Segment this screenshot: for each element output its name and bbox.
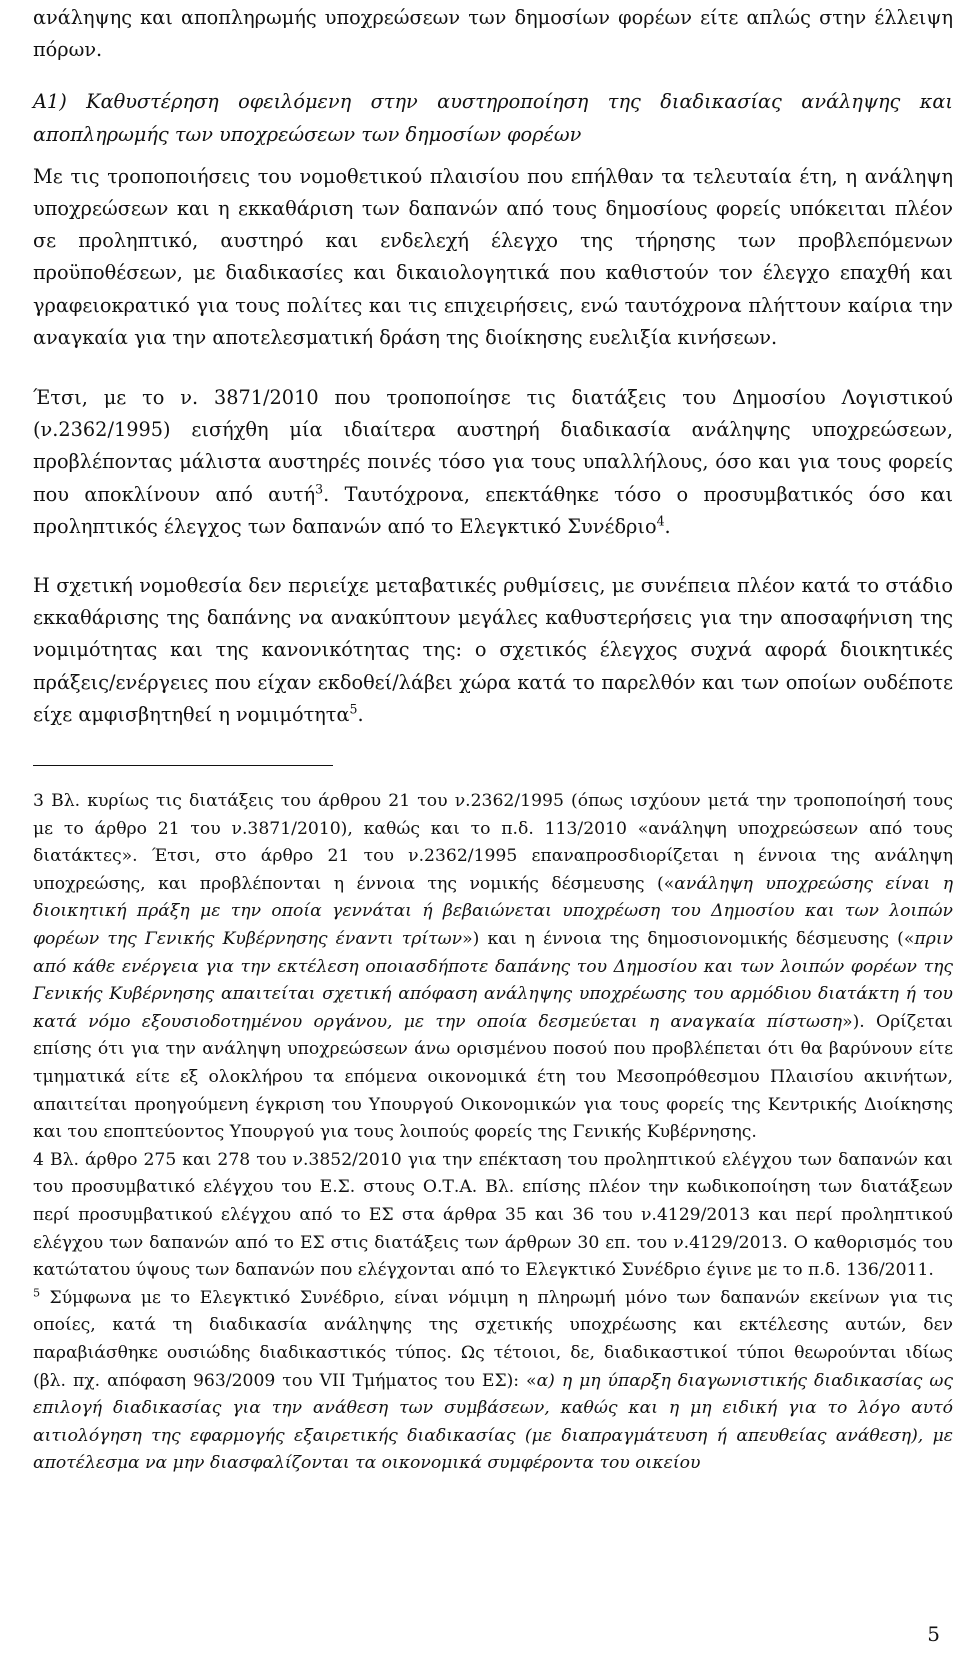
page-number: 5	[927, 1622, 940, 1646]
paragraph-2-text-b: . Ταυτόχρονα, επεκτάθηκε τόσο ο προσυμβατικός όσο και προληπτικός έλεγχος των δαπανών από το Ελεγκτικό Συνέδριο	[33, 482, 953, 538]
footnote-3-text-1: 3 Βλ. κυρίως τις διατάξεις του άρθρου 21 του ν.2362/1995 (όπως ισχύουν μετά την τροποποίησή τους με το άρθρο 21 του ν.3871/2010), καθώς και το π.δ. 113/2010 «ανάληψη υποχρεώσεων από τους διατάκτες». Έτσι, στο άρθρο 21 του ν.2362/1995 επαναπροσδιορίζεται η έννοια της ανάληψη υποχρεώσης, και προβλέπονται η έννοια της νομικής δέσμευσης («	[33, 791, 953, 894]
intro-paragraph: ανάληψης και αποπληρωμής υποχρεώσεων των δημοσίων φορέων είτε απλώς στην έλλειψη πόρων.	[33, 6, 953, 62]
document-page	[33, 0, 953, 1478]
footnote-ref-4[interactable]: 4	[656, 513, 665, 529]
paragraph-2-text-c: .	[664, 514, 671, 538]
footnote-3-text-2: ») και η έννοια της δημοσιονομικής δέσμευσης («	[462, 929, 915, 950]
section-heading: Α1) Καθυστέρηση οφειλόμενη στην αυστηροποίηση της διαδικασίας ανάληψης και αποπληρωμής των υποχρεώσεων των δημοσίων φορέων	[33, 90, 953, 146]
footnote-3-quote-2: πριν από κάθε ενέργεια για την εκτέλεση οποιασδήποτε δαπάνης του Δημοσίου και των λοιπών φορέων της Γενικής Κυβέρνησης απαιτείται σχετική απόφαση ανάληψης υποχρέωσης του αρμόδιου διατάκτη ή του κατά νόμο εξουσιοδοτημένου οργάνου, με την οποία δεσμεύεται η αναγκαία πίστωση	[33, 929, 954, 1032]
footnotes	[33, 788, 953, 1478]
footnote-ref-5[interactable]: 5	[349, 701, 358, 717]
footnote-3-text-3: »). Ορίζεται επίσης ότι για την ανάληψη υποχρεώσεων άνω ορισμένου ποσού που προβλέπεται ότι θα βαρύνουν είτε τμηματικά είτε εξ ολοκλήρου τα επόμενα οικονομικά έτη του Μεσοπρόθεσμου Πλαισίου ακινήτων, απαιτείται προηγούμενη έγκριση του Υπουργού Οικονομικών για τους φορείς της Κεντρικής Διοίκησης και του εποπτεύοντος Υπουργού για τους λοιπούς φορείς της Γενικής Κυβέρνησης.	[33, 1011, 953, 1143]
footnote-5-quote-1: α) η μη ύπαρξη διαγωνιστικής διαδικασίας ως επιλογή διαδικασίας για την ανάθεση των συμβάσεων, καθώς και η μη ειδική για το λόγο αυτό αιτιολόγηση της εφαρμογής εξαιρετικής διαδικασίας (με διαπραγμάτευση ή απευθείας ανάθεση), με αποτέλεσμα να μην διασφαλίζονται τα οικονομικά συμφέροντα του οικείου	[33, 1370, 953, 1474]
footnote-5-text-1: Σύμφωνα με το Ελεγκτικό Συνέδριο, είναι νόμιμη η πληρωμή μόνο των δαπανών εκείνων για τις οποίες, κατά τη διαδικασία ανάληψης της σχετικής υποχρέωσης και εκτέλεσης αυτών, δεν παραβιάσθηκε ουσιώδης διαδικαστικός τύπος. Ως τέτοιοι, δε, διαδικαστικοί τύποι θεωρούνται ιδίως (βλ. πχ. απόφαση 963/2009 του VII Τμήματος του ΕΣ): «	[33, 1287, 953, 1391]
footnote-4: 4 Βλ. άρθρο 275 και 278 του ν.3852/2010 για την επέκταση του προληπτικού ελέγχου των δαπανών και του προσυμβατικό ελέγχου του Ε.Σ. στους Ο.Τ.Α. Βλ. επίσης πλέον την κωδικοποίηση των διατάξεων περί προσυμβατικού ελέγχου από το ΕΣ στα άρθρα 35 και 36 του ν.4129/2013 και περί προληπτικού ελέγχου των δαπανών από το ΕΣ στις διατάξεις των άρθρων 30 επ. του ν.4129/2013. Ο καθορισμός του κατώτατου ύψους των δαπανών που ελέγχονται από το Ελεγκτικό Συνέδριο έγινε με το π.δ. 136/2011.	[33, 1149, 953, 1281]
paragraph-2-text-a: Έτσι, με το ν. 3871/2010 που τροποποίησε τις διατάξεις του Δημοσίου Λογιστικού (ν.2362/1995) εισήχθη μία ιδιαίτερα αυστηρή διαδικασία ανάληψης υποχρεώσεων, προβλέποντας μάλιστα αυστηρές ποινές τόσο για τους υπαλλήλους, όσο και για τους φορείς που αποκλίνουν από αυτή	[33, 386, 953, 506]
footnote-ref-3[interactable]: 3	[315, 481, 324, 497]
paragraph-1: Με τις τροποποιήσεις του νομοθετικού πλαισίου που επήλθαν τα τελευταία έτη, η ανάληψη υποχρεώσεων και η εκκαθάριση των δαπανών από τους δημοσίους φορείς υπόκειται πλέον σε προληπτικό, αυστηρό και ενδελεχή έλεγχο της τήρησης των προβλεπόμενων προϋποθέσεων, με διαδικασίες και δικαιολογητικά που καθιστούν τον έλεγχο επαχθή και γραφειοκρατικό για τους πολίτες και τις επιχειρήσεις, ενώ ταυτόχρονα πλήττουν καίρια την αναγκαία για την αποτελεσματική δράση της διοίκησης ευελιξία κινήσεων.	[33, 164, 953, 349]
footnote-5	[33, 1285, 953, 1478]
footnote-separator	[33, 765, 333, 766]
paragraph-3-text-a: Η σχετική νομοθεσία δεν περιείχε μεταβατικές ρυθμίσεις, με συνέπεια πλέον κατά το στάδιο εκκαθάρισης της δαπάνης να ανακύπτουν μεγάλες καθυστερήσεις για την αποσαφήνιση της νομιμότητας και της κανονικότητας της: ο σχετικός έλεγχος συχνά αφορά διοικητικές πράξεις/ενέργειες που είχαν εκδοθεί/λάβει χώρα κατά το παρελθόν και των οποίων ουδέποτε είχε αμφισβητηθεί η νομιμότητα	[33, 574, 953, 726]
paragraph-2	[33, 382, 953, 543]
paragraph-3-text-b: .	[357, 702, 364, 726]
footnote-3	[33, 788, 953, 1147]
paragraph-3	[33, 570, 953, 731]
footnote-5-number: 5	[33, 1286, 41, 1300]
footnote-3-quote-1: ανάληψη υποχρεώσης είναι η διοικητική πράξη με την οποία γεννάται ή βεβαιώνεται υποχρέωση του Δημοσίου και των λοιπών φορέων της Γενικής Κυβέρνησης έναντι τρίτων	[33, 873, 953, 950]
